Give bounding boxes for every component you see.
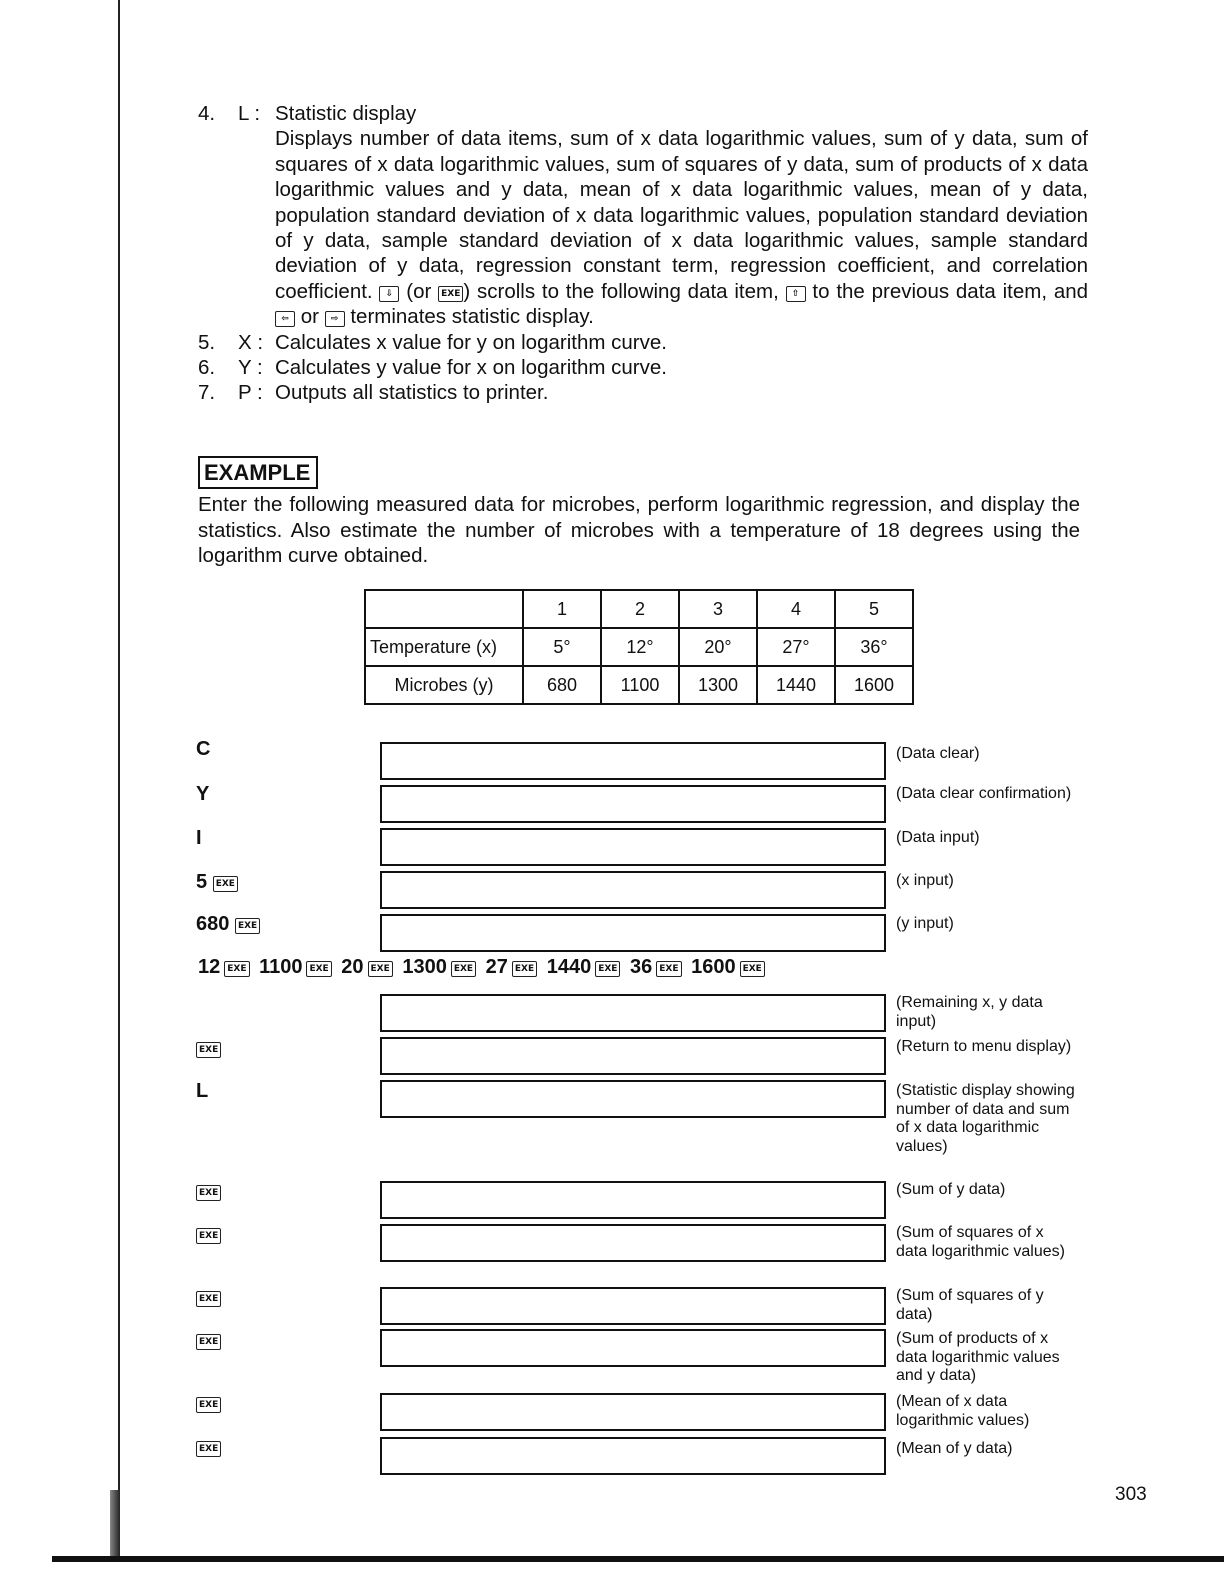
lcd-screen: [380, 785, 886, 823]
key-step-exe: [196, 1391, 221, 1415]
step-note: (Mean of x data logarithmic values): [896, 1393, 1030, 1429]
exe-key-icon: EXE: [368, 961, 393, 977]
key-step-exe: [196, 1285, 221, 1309]
lcd-screen: [380, 1080, 886, 1118]
exe-key-icon: EXE: [196, 1441, 221, 1457]
example-description: Enter the following measured data for microbes, perform logarithmic regression, and display the statistics. Also estimate the number of microbes with a temperature of 18 degrees using the logarithm curve obtained.: [198, 493, 1080, 567]
key-step-5: 5 EXE: [196, 870, 238, 894]
exe-key-icon: EXE: [213, 876, 238, 892]
lcd-screen: [380, 742, 886, 780]
step-note: (Data clear): [896, 745, 980, 762]
exe-key-icon: EXE: [196, 1397, 221, 1413]
left-arrow-key-icon: ⇦: [275, 311, 295, 327]
lcd-screen: [380, 914, 886, 952]
lcd-screen: [380, 1437, 886, 1475]
key-step-exe: [196, 1179, 221, 1203]
step-note: (y input): [896, 915, 954, 932]
list-item: 6. Y : Calculates y value for x on logarithm curve.: [198, 356, 667, 380]
lcd-screen: [380, 1287, 886, 1325]
lcd-screen: [380, 994, 886, 1032]
lcd-screen: [380, 871, 886, 909]
list-item: 5. X : Calculates x value for y on logarithm curve.: [198, 330, 667, 354]
step-note: (Sum of products of x data logarithmic values and y data): [896, 1330, 1060, 1384]
lcd-screen: [380, 1329, 886, 1367]
remaining-key-sequence: 12 EXE 1100 EXE 20 EXE 1300 EXE 27 EXE 1440 EXE 36 EXE 1600 EXE: [198, 955, 769, 979]
lcd-screen: [380, 1037, 886, 1075]
table-row: Microbes (y) 680 1100 1300 1440 1600: [365, 666, 913, 704]
step-note: (Mean of y data): [896, 1440, 1013, 1457]
exe-key-icon: EXE: [196, 1042, 221, 1058]
exe-key-icon: EXE: [595, 961, 620, 977]
key-step-exe: [196, 1328, 221, 1352]
key-step-exe: [196, 1222, 221, 1246]
lcd-screen: [380, 1224, 886, 1262]
binding-rule: [118, 0, 120, 1560]
key-step-680: 680 EXE: [196, 912, 260, 936]
step-note: (Return to menu display): [896, 1038, 1072, 1055]
key-step-exe: [196, 1036, 221, 1060]
item-body: [275, 101, 1088, 330]
exe-key-icon: EXE: [196, 1185, 221, 1201]
example-badge: EXAMPLE: [198, 456, 318, 489]
page-number: 303: [1115, 1484, 1147, 1505]
right-arrow-key-icon: ⇨: [325, 311, 345, 327]
step-note: (Data input): [896, 829, 980, 846]
exe-key-icon: EXE: [656, 961, 681, 977]
data-table: [364, 589, 914, 705]
lcd-screen: [380, 828, 886, 866]
exe-key-icon: EXE: [235, 918, 260, 934]
exe-key-icon: EXE: [512, 961, 537, 977]
lcd-screen: [380, 1393, 886, 1431]
key-step-l: L: [196, 1080, 209, 1102]
step-note: (Statistic display showing number of data and sum of x data logarithmic values): [896, 1082, 1075, 1155]
step-note: (Sum of squares of x data logarithmic values): [896, 1224, 1065, 1260]
step-note: (Remaining x, y data input): [896, 994, 1043, 1030]
key-step-exe: [196, 1435, 221, 1459]
exe-key-icon: EXE: [196, 1334, 221, 1350]
list-item: [198, 101, 1088, 330]
exe-key-icon: EXE: [740, 961, 765, 977]
exe-key-icon: EXE: [438, 286, 463, 302]
exe-key-icon: EXE: [196, 1291, 221, 1307]
page-corner-shadow: [110, 1490, 120, 1560]
page-bottom-edge: [52, 1556, 1224, 1562]
item-number: 4.: [198, 102, 216, 125]
step-note: (x input): [896, 872, 954, 889]
key-step-y: Y: [196, 783, 210, 805]
step-note: (Sum of y data): [896, 1181, 1006, 1198]
table-header-row: 1 2 3 4 5: [365, 590, 913, 628]
up-arrow-key-icon: ⇧: [786, 286, 806, 302]
exe-key-icon: EXE: [224, 961, 249, 977]
item-key: L :: [238, 102, 261, 125]
exe-key-icon: EXE: [196, 1228, 221, 1244]
function-list: [198, 101, 1088, 406]
step-note: (Data clear confirmation): [896, 785, 1072, 802]
exe-key-icon: EXE: [451, 961, 476, 977]
table-row: Temperature (x) 5° 12° 20° 27° 36°: [365, 628, 913, 666]
list-item: 7. P : Outputs all statistics to printer.: [198, 381, 549, 405]
lcd-screen: [380, 1181, 886, 1219]
item-title: Statistic display: [275, 102, 417, 125]
key-step-i: I: [196, 827, 202, 849]
key-step-c: C: [196, 738, 211, 760]
down-arrow-key-icon: ⇩: [379, 286, 399, 302]
step-note: (Sum of squares of y data): [896, 1287, 1044, 1323]
item-description: Displays number of data items, sum of x data logarithmic values, sum of y data, sum of squares of x data logarithmic values, sum of squares of y data, sum of products of x data logarithmic values and y data, mean of x data logarithmic values, mean of y data, population standard deviation of x data logarithmic values, population standard deviation of y data, sample standard deviation of x data logarithmic values, sample standard deviation of y data, regression constant term, regression coefficient, and correlation coefficient. ⇩ (or EXE ) scrolls to the following data item, ⇧ to the previous data item, and ⇦ or ⇨ terminates statistic display.: [275, 127, 1089, 329]
exe-key-icon: EXE: [306, 961, 331, 977]
